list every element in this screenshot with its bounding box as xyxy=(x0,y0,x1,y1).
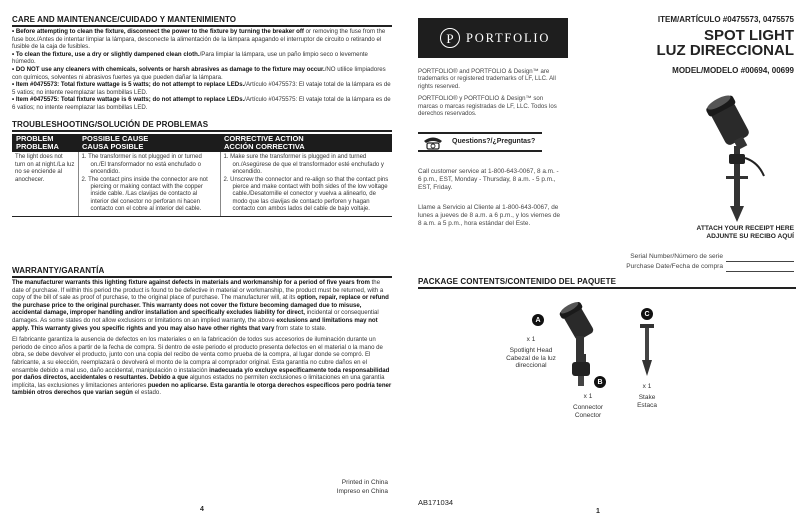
right-page xyxy=(408,0,808,532)
troubleshooting-title: TROUBLESHOOTING/SOLUCIÓN DE PROBLEMAS xyxy=(12,120,209,129)
warranty-english: The manufacturer warrants this lighting fixture against defects in materials and workmanship for a period of five years from the date of purchase. If within this period the product is found to be defective in material or workmanship, the product must be returned, with a copy of the bill of sale as proof of purchase, to the original place of purchase. The manufacturer will, at its option, repair, replace or refund the purchase price to the original purchaser. This warranty does not cover the fixture becoming damaged due to misuse, accidental damage, improper handling and/or installation and specifically excludes liability for direct, incidental or consequential damages. As some states do not allow exclusions or limitations on an implied warranty, the above exclusions and limitations may not apply. This warranty gives you specific rights and you may also have other rights that vary from state to state. xyxy=(12,279,389,332)
warranty-title: WARRANTY/GARANTÍA xyxy=(12,266,105,275)
warranty-spanish: El fabricante garantiza la ausencia de defectos en los materiales o en la fabricación de todos sus accesorios de iluminación durante un periodo de cinco años a partir de la fecha de compra. Si dentro de este periodo el producto presenta defectos en el material o la mano de obra, se debe devolver el producto, junto con una copia del recibo de venta como prueba de la compra, al lugar donde se compró. El fabricante, a su elección, reemplazará o devolverá el monto de la compra al comprador original. Esta garantía no cubre daños en el ensamble debido a mal uso, daño accidental, manipulación o instalación inadecuada y/o excluye específicamente toda responsabilidad por daños directos, accidentales o resultantes. Debido a que algunos estados no permiten exclusiones o limitaciones en una garantía implícita, las exclusiones y limitaciones anteriores pueden no aplicarse. Esta garantía le otorga derechos específicos pero podría tener también otros derechos que varían según el estado. xyxy=(12,336,392,397)
receipt-es: ADJUNTE SU RECIBO AQUÍ xyxy=(706,233,794,240)
printed-es: Impreso en China xyxy=(336,488,388,495)
cause-cell xyxy=(78,152,220,216)
care-item: • To clean the fixture, use a dry or slightly dampened clean cloth./Para limpiar la lámpara, use un paño limpio seco o levemente húmedo. xyxy=(12,50,368,66)
part-b-qty: x 1 xyxy=(583,393,593,400)
logo-wordmark: PORTFOLIO xyxy=(466,30,551,45)
serial-line[interactable] xyxy=(726,254,794,262)
product-title xyxy=(657,28,795,58)
part-a-caption xyxy=(496,336,566,370)
action-item: 2. Unscrew the connector and re-align so that the contact pins pierce and make contact with both sides of the low voltage cable./Desatornille el conector y vuelva a alinearlo, de modo que las clavijas de contacto perforen y hagan contacto con ambos lados del cable de bajo voltaje. xyxy=(223,176,389,213)
portfolio-logo xyxy=(418,18,568,58)
part-b-badge: B xyxy=(594,376,606,388)
receipt-en: ATTACH YOUR RECEIPT HERE xyxy=(696,225,794,232)
date-label: Purchase Date/Fecha de compra xyxy=(626,263,723,270)
care-item: • Item #0475575: Total fixture wattage is 6 watts; do not attempt to replace LEDs./Artículo #0475575: El vataje total de la lámpara es de 6 vatios; no intente reemplazar las bombillas LED. xyxy=(12,96,391,111)
printed-en: Printed in China xyxy=(341,479,388,486)
part-a-name-en: Spotlight Head xyxy=(509,346,553,354)
connector-icon xyxy=(568,352,596,392)
part-a-name-es: Cabezal de la luz direccional xyxy=(506,354,556,370)
part-c-name-es: Estaca xyxy=(637,401,657,409)
part-a-badge: A xyxy=(532,314,544,326)
page-number-left: 4 xyxy=(200,506,204,513)
troubleshooting-rule xyxy=(12,130,392,132)
document-code: AB171034 xyxy=(418,498,454,507)
receipt-note xyxy=(697,225,794,241)
warranty-body xyxy=(12,279,392,401)
serial-number-field xyxy=(598,252,794,262)
part-b-name-es: Conector xyxy=(574,411,602,419)
trademark-notice xyxy=(418,68,558,117)
stake-icon xyxy=(634,322,660,378)
part-c-qty: x 1 xyxy=(642,383,652,390)
table-row xyxy=(12,152,392,216)
care-item: • Item #0475573: Total fixture wattage is 5 watts; do not attempt to replace LEDs./Artículo #0475573: El vataje total de la lámpara es de 5 vatios; no intente reemplazar las bombillas LED. xyxy=(12,81,391,96)
troubleshooting-table-wrap xyxy=(12,134,392,217)
product-title-en: SPOT LIGHT xyxy=(704,27,794,44)
header-cause: POSSIBLE CAUSE CAUSA POSIBLE xyxy=(78,134,220,152)
part-b-caption xyxy=(558,393,618,419)
logo-mark-icon: P xyxy=(440,28,460,48)
contact-en: Call customer service at 1-800-643-0067, 8 a.m. - 6 p.m., EST, Monday - Thursday, 8 a.m. - 5 p.m., EST, Friday. xyxy=(418,168,559,191)
date-line[interactable] xyxy=(726,264,794,272)
trademark-es: PORTFOLIO® y PORTFOLIO & Design™ son marcas o marcas registradas de LF, LLC. Todos los derechos reservados. xyxy=(418,95,557,118)
customer-service xyxy=(418,168,563,228)
problem-cell: The light does not turn on at night./La luz no se enciende al anochecer. xyxy=(12,152,78,216)
questions-label: Questions?/¿Preguntas? xyxy=(452,138,536,145)
trademark-en: PORTFOLIO® and PORTFOLIO & Design™ are trademarks or registered trademarks of LF, LLC. All rights reserved. xyxy=(418,68,556,90)
troubleshooting-table xyxy=(12,134,392,217)
model-numbers: MODEL/MODELO #00694, 00699 xyxy=(672,66,794,75)
serial-label: Serial Number/Número de serie xyxy=(630,253,723,260)
action-cell xyxy=(220,152,392,216)
left-page xyxy=(0,0,400,532)
care-title: CARE AND MAINTENANCE/CUIDADO Y MANTENIMIENTO xyxy=(12,15,237,24)
serial-date-fields xyxy=(598,252,794,272)
cause-item: 2. The contact pins inside the connector are not piercing or making contact with the copper inside cable. /Las clavijas de contacto al interior del conector no perforan ni hacen contacto con el cobre al interior del cable. xyxy=(81,176,208,213)
header-problem: PROBLEM PROBLEMA xyxy=(12,134,78,152)
phone-icon xyxy=(420,135,446,151)
part-c-caption xyxy=(624,383,670,409)
contact-es: Llame a Servicio al Cliente al 1-800-643-0067, de lunes a jueves de 8 a.m. a 6 p.m., y los viernes de 8 a.m. a 5 p.m., hora estándar del Este. xyxy=(418,204,561,227)
questions-banner xyxy=(418,132,542,152)
cause-item: 1. The transformer is not plugged in or turned on./El transformador no está enchufado o encendido. xyxy=(81,154,202,176)
warranty-rule xyxy=(12,276,392,278)
spotlight-assembled-icon xyxy=(696,84,776,224)
page-number-right: 1 xyxy=(596,508,600,515)
action-item: 1. Make sure the transformer is plugged in and turned on./Asegúrese de que el transformador esté enchufado y encendido. xyxy=(223,154,384,176)
purchase-date-field xyxy=(598,262,794,272)
product-title-es: LUZ DIRECCIONAL xyxy=(656,42,794,59)
part-c-badge: C xyxy=(641,308,653,320)
item-numbers: ITEM/ARTÍCULO #0475573, 0475575 xyxy=(657,15,794,24)
part-b-name-en: Connector xyxy=(573,403,603,411)
package-title: PACKAGE CONTENTS/CONTENIDO DEL PAQUETE xyxy=(418,277,617,286)
care-list xyxy=(12,28,392,112)
care-rule xyxy=(12,25,392,27)
header-action: CORRECTIVE ACTION ACCIÓN CORRECTIVA xyxy=(220,134,392,152)
part-c-name-en: Stake xyxy=(638,393,656,401)
part-a-qty: x 1 xyxy=(526,336,536,343)
printed-in xyxy=(337,478,388,496)
package-rule xyxy=(418,287,796,289)
care-item: • DO NOT use any cleaners with chemicals, solvents or harsh abrasives as damage to the fixture may occur./NO utilice limpiadores con químicos, solventes ni abrasivos fuertes ya que pueden dañar la lámpara. xyxy=(12,65,386,81)
care-item: • Before attempting to clean the fixture, disconnect the power to the fixture by turning the breaker off or removing the fuse from the fuse box./Antes de intentar limpiar la lámpara, desconecte la alimentación de la lámpara apagando el interruptor de circuito o retirando el fusible de la caja de fusibles. xyxy=(12,28,386,51)
